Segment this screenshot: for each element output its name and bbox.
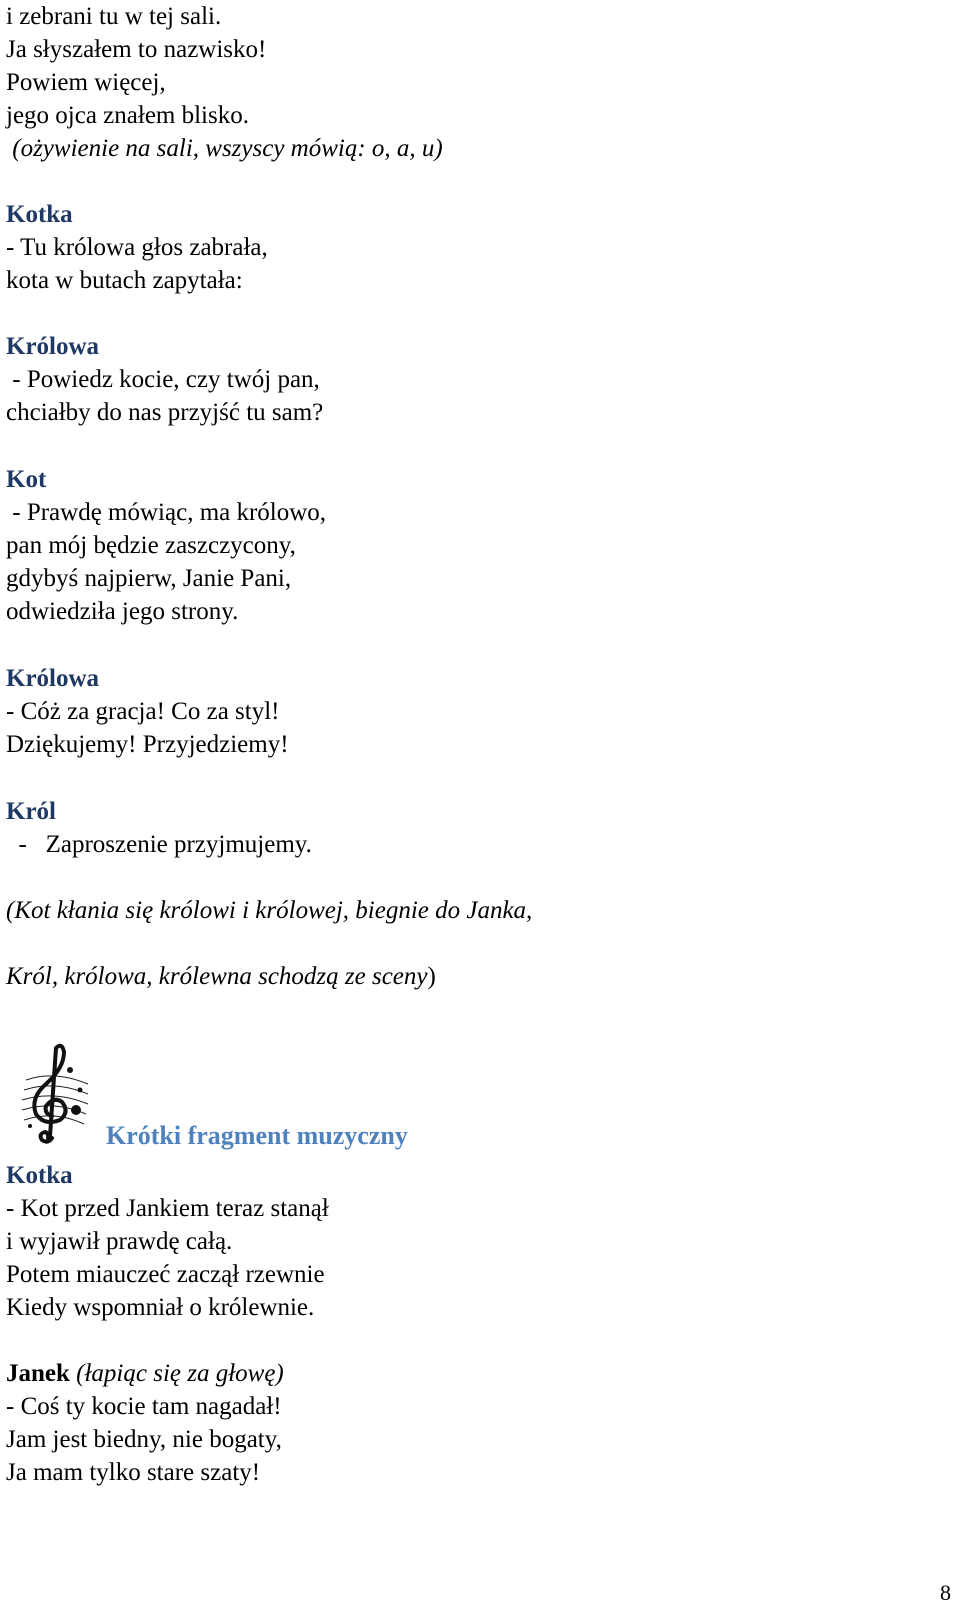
verse-line: jego ojca znałem blisko. <box>6 102 249 129</box>
stage-direction: (łapiąc się za głowę) <box>69 1360 284 1387</box>
verse-line: Potem miauczeć zaczął rzewnie <box>6 1261 325 1288</box>
verse-line: kota w butach zapytała: <box>6 267 243 294</box>
verse-line: chciałby do nas przyjść tu sam? <box>6 399 324 426</box>
page-number: 8 <box>940 1580 951 1605</box>
verse-line: Jam jest biedny, nie bogaty, <box>6 1426 282 1453</box>
speaker-line <box>6 1359 284 1389</box>
speaker-name: Kotka <box>6 201 73 228</box>
verse-line: i zebrani tu w tej sali. <box>6 3 222 30</box>
speaker-name: Król <box>6 798 56 825</box>
verse-line: Dziękujemy! Przyjedziemy! <box>6 731 289 758</box>
verse-line: - Cóż za gracja! Co za styl! <box>6 698 280 725</box>
verse-line: odwiedziła jego strony. <box>6 598 239 625</box>
verse-line: i wyjawił prawdę całą. <box>6 1228 233 1255</box>
verse-line: - Tu królowa głos zabrała, <box>6 234 268 261</box>
verse-line: - Zaproszenie przyjmujemy. <box>6 831 312 858</box>
verse-line: pan mój będzie zaszczycony, <box>6 532 296 559</box>
verse-line: - Prawdę mówiąc, ma królowo, <box>6 499 327 526</box>
stage-direction <box>6 962 436 992</box>
stage-direction-text: Król, królowa, królewna schodzą ze sceny <box>6 963 428 990</box>
verse-line: gdybyś najpierw, Janie Pani, <box>6 565 292 592</box>
speaker-name: Janek <box>6 1360 70 1387</box>
stage-direction: (Kot kłania się królowi i królowej, biegnie do Janka, <box>6 897 533 924</box>
verse-line: Kiedy wspomniał o królewnie. <box>6 1294 315 1321</box>
stage-direction: (ożywienie na sali, wszyscy mówią: o, a, u) <box>6 135 443 162</box>
speaker-name: Kotka <box>6 1162 73 1189</box>
verse-line: - Coś ty kocie tam nagadał! <box>6 1393 282 1420</box>
verse-line: Ja mam tylko stare szaty! <box>6 1459 261 1486</box>
music-fragment-label: Krótki fragment muzyczny <box>106 1121 408 1150</box>
speaker-name: Królowa <box>6 665 100 692</box>
verse-line: - Kot przed Jankiem teraz stanął <box>6 1195 329 1222</box>
verse-line: Ja słyszałem to nazwisko! <box>6 36 267 63</box>
closing-paren: ) <box>427 963 436 990</box>
speaker-name: Kot <box>6 466 47 493</box>
verse-line: Powiem więcej, <box>6 69 166 96</box>
speaker-name: Królowa <box>6 333 100 360</box>
verse-line: - Powiedz kocie, czy twój pan, <box>6 366 320 393</box>
treble-clef-icon <box>18 1040 90 1144</box>
